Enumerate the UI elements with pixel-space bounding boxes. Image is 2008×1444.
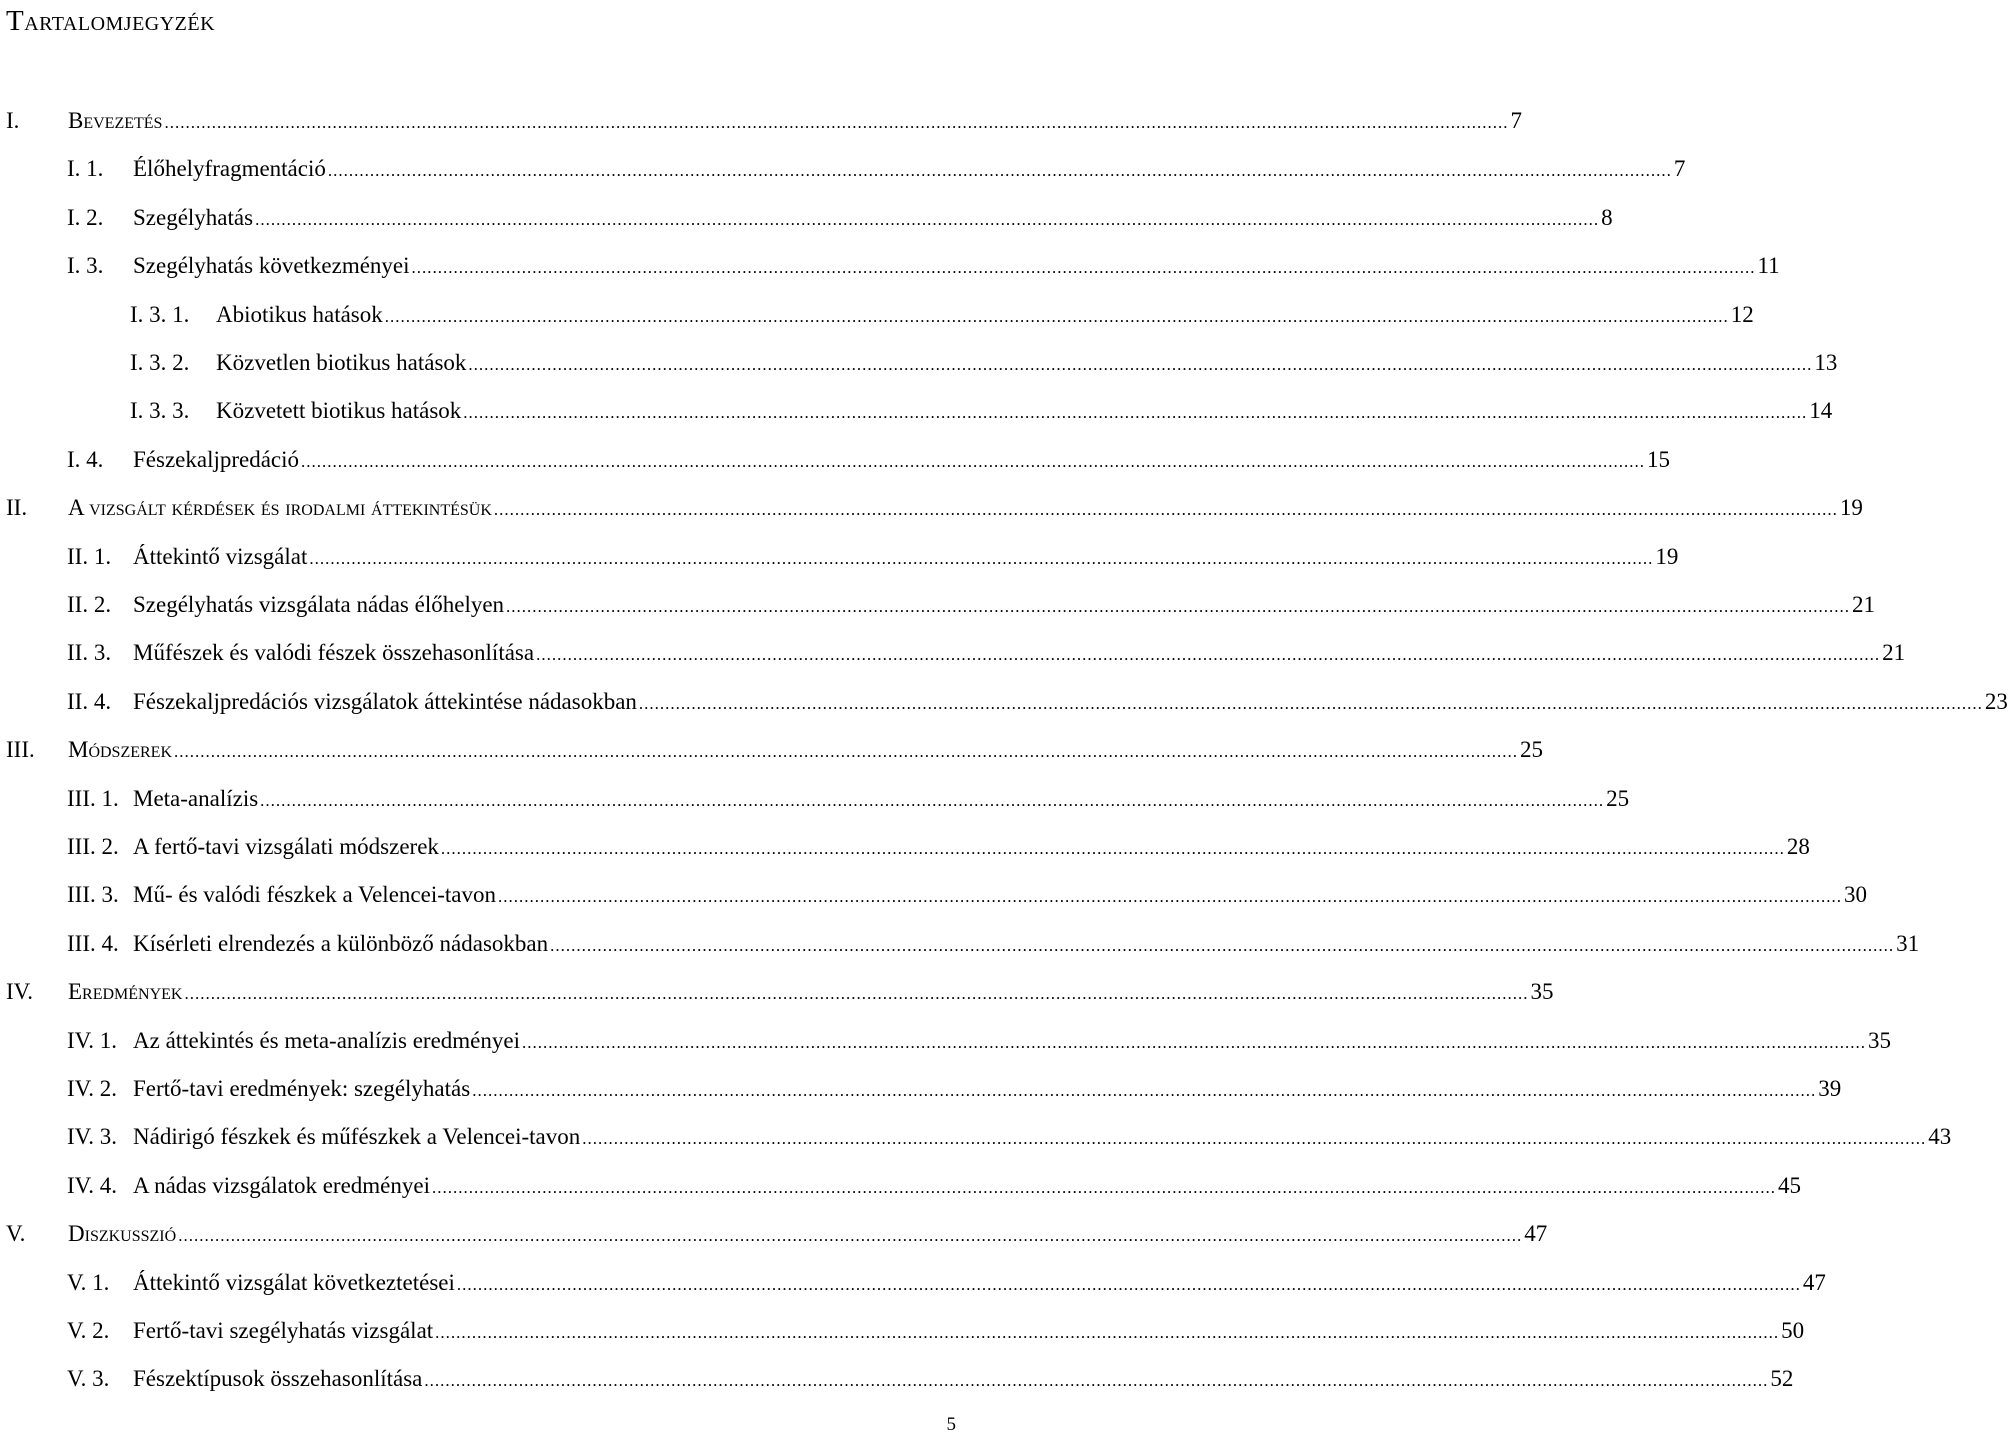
toc-entry-page: 50 bbox=[1781, 1318, 1805, 1343]
toc-entry-number: I. 3. 3. bbox=[130, 398, 190, 424]
toc-entry-number: I. 3. 2. bbox=[130, 350, 190, 375]
toc-entry-title: Abiotikus hatások bbox=[216, 301, 383, 327]
toc-leader-dots bbox=[494, 490, 1838, 530]
toc-entry-number: I. 3. bbox=[67, 253, 104, 279]
toc-leader-dots bbox=[385, 297, 1729, 337]
toc-entry-title: Fertő-tavi szegélyhatás vizsgálat bbox=[133, 1318, 434, 1343]
toc-entry-number: V. 3. bbox=[67, 1366, 110, 1392]
toc-entry-number: I. 1. bbox=[67, 156, 104, 182]
toc-entry-title: Fészekaljpredációs vizsgálatok áttekintése nádasokban bbox=[133, 688, 637, 714]
toc-entry[interactable] bbox=[6, 488, 1863, 528]
toc-entry-number: I. 2. bbox=[67, 204, 104, 230]
toc-entry-title: Meta-analízis bbox=[133, 785, 259, 811]
toc-leader-dots bbox=[412, 248, 1756, 288]
toc-entry[interactable] bbox=[6, 101, 1522, 141]
toc-leader-dots bbox=[309, 539, 1653, 579]
toc-leader-dots bbox=[432, 1168, 1776, 1208]
toc-entry[interactable] bbox=[67, 440, 1671, 480]
toc-entry[interactable] bbox=[67, 585, 1876, 625]
toc-entry-number: I. 3. 1. bbox=[130, 301, 190, 327]
toc-entry-page: 43 bbox=[1928, 1124, 1952, 1150]
toc-entry-title: Szegélyhatás vizsgálata nádas élőhelyen bbox=[133, 592, 505, 617]
toc-entry-title: A vizsgált kérdések és irodalmi áttekintésük bbox=[68, 495, 492, 521]
toc-entry-page: 52 bbox=[1770, 1366, 1794, 1392]
toc-entry[interactable] bbox=[130, 295, 1754, 335]
toc-entry-title: Diszkusszió bbox=[68, 1221, 177, 1247]
toc-entry-number: II. 1. bbox=[67, 543, 112, 569]
toc-entry[interactable] bbox=[6, 972, 1554, 1012]
toc-entry-number: III. 2. bbox=[67, 834, 119, 859]
toc-entry-number: III. 4. bbox=[67, 930, 119, 956]
toc-leader-dots bbox=[441, 829, 1785, 869]
toc-entry-title: A nádas vizsgálatok eredményei bbox=[133, 1172, 430, 1198]
toc-entry-number: I. 4. bbox=[67, 446, 104, 472]
toc-entry-page: 23 bbox=[1984, 688, 2008, 714]
toc-entry-title: Szegélyhatás következményei bbox=[133, 253, 410, 279]
toc-entry-title: Bevezetés bbox=[68, 108, 163, 133]
toc-entry-page: 35 bbox=[1530, 979, 1554, 1005]
toc-entry-page: 35 bbox=[1868, 1027, 1891, 1053]
toc-entry-page: 39 bbox=[1818, 1076, 1842, 1101]
toc-entry[interactable] bbox=[67, 1166, 1801, 1206]
toc-leader-dots bbox=[536, 635, 1880, 675]
toc-leader-dots bbox=[328, 151, 1672, 191]
toc-entry-number: II. 2. bbox=[67, 592, 112, 617]
toc-entry-page: 19 bbox=[1655, 543, 1679, 569]
toc-entry-page: 25 bbox=[1520, 737, 1544, 763]
toc-entry-title: Közvetett biotikus hatások bbox=[216, 398, 462, 424]
toc-leader-dots bbox=[639, 684, 1983, 724]
toc-leader-dots bbox=[498, 877, 1842, 917]
toc-leader-dots bbox=[164, 103, 1508, 143]
toc-entry[interactable] bbox=[6, 730, 1544, 770]
toc-entry-title: A fertő-tavi vizsgálati módszerek bbox=[133, 834, 439, 859]
toc-leader-dots bbox=[506, 587, 1850, 627]
toc-entry[interactable] bbox=[6, 1214, 1548, 1254]
toc-leader-dots bbox=[174, 732, 1518, 772]
toc-entry-page: 7 bbox=[1673, 156, 1686, 182]
toc-entry-page: 47 bbox=[1802, 1269, 1826, 1295]
toc-entry[interactable] bbox=[67, 246, 1780, 286]
toc-entry-title: Mű- és valódi fészkek a Velencei-tavon bbox=[133, 882, 496, 908]
toc-entry-title: Módszerek bbox=[68, 737, 173, 763]
toc-entry[interactable] bbox=[67, 779, 1630, 819]
toc-leader-dots bbox=[260, 781, 1604, 821]
toc-entry-title: Áttekintő vizsgálat bbox=[133, 543, 308, 569]
toc-entry-page: 14 bbox=[1809, 398, 1833, 424]
toc-entry-page: 21 bbox=[1852, 592, 1876, 617]
toc-entry[interactable] bbox=[67, 875, 1867, 915]
toc-leader-dots bbox=[301, 442, 1645, 482]
toc-entry-title: Nádirigó fészkek és műfészkek a Velencei-tavon bbox=[133, 1124, 581, 1150]
page-number: 5 bbox=[946, 1414, 956, 1435]
toc-entry[interactable] bbox=[67, 1311, 1805, 1351]
toc-entry-title: Élőhelyfragmentáció bbox=[133, 156, 326, 182]
toc-entry-number: I. bbox=[6, 108, 20, 133]
toc-entry[interactable] bbox=[67, 924, 1920, 964]
toc-leader-dots bbox=[457, 1265, 1801, 1305]
toc-leader-dots bbox=[582, 1119, 1926, 1159]
toc-entry-title: Fertő-tavi eredmények: szegélyhatás bbox=[133, 1076, 471, 1101]
toc-entry-title: Fészekaljpredáció bbox=[133, 446, 300, 472]
toc-entry[interactable] bbox=[67, 537, 1679, 577]
toc-entry[interactable] bbox=[130, 391, 1833, 431]
toc-entry-page: 28 bbox=[1786, 834, 1810, 859]
toc-entry-title: Eredmények bbox=[68, 979, 183, 1005]
toc-entry-page: 31 bbox=[1896, 930, 1920, 956]
toc-leader-dots bbox=[463, 393, 1807, 433]
toc-leader-dots bbox=[424, 1361, 1768, 1401]
page-title: Tartalomjegyzék bbox=[6, 5, 216, 37]
toc-entry-page: 19 bbox=[1839, 495, 1863, 521]
toc-leader-dots bbox=[185, 974, 1529, 1014]
toc-entry-title: Szegélyhatás bbox=[133, 204, 254, 230]
toc-entry-page: 25 bbox=[1606, 785, 1630, 811]
toc-entry[interactable] bbox=[67, 827, 1810, 867]
toc-entry[interactable] bbox=[67, 1021, 1891, 1061]
toc-entry[interactable] bbox=[67, 633, 1906, 673]
toc-entry-page: 11 bbox=[1757, 253, 1780, 279]
toc-entry-page: 45 bbox=[1777, 1172, 1801, 1198]
toc-entry-number: III. bbox=[6, 737, 35, 763]
toc-entry-page: 21 bbox=[1882, 640, 1906, 666]
toc-entry-title: Közvetlen biotikus hatások bbox=[216, 350, 467, 375]
toc-entry-number: IV. 2. bbox=[67, 1076, 118, 1101]
toc-entry-number: V. 2. bbox=[67, 1318, 110, 1343]
toc-entry-number: II. bbox=[6, 495, 28, 521]
toc-entry-number: IV. 4. bbox=[67, 1172, 118, 1198]
toc-entry-number: III. 3. bbox=[67, 882, 119, 908]
toc-entry-title: Fészektípusok összehasonlítása bbox=[133, 1366, 423, 1392]
toc-entry-number: II. 3. bbox=[67, 640, 112, 666]
toc-entry[interactable] bbox=[67, 682, 2008, 722]
toc-entry-number: II. 4. bbox=[67, 688, 112, 714]
toc-entry-page: 7 bbox=[1510, 108, 1522, 133]
toc-entry-number: V. 1. bbox=[67, 1269, 110, 1295]
toc-entry-title: Áttekintő vizsgálat következtetései bbox=[133, 1269, 455, 1295]
toc-leader-dots bbox=[178, 1216, 1522, 1256]
toc-entry-number: IV. 3. bbox=[67, 1124, 118, 1150]
toc-leader-dots bbox=[468, 345, 1812, 385]
toc-entry-number: IV. bbox=[6, 979, 34, 1005]
toc-entry-page: 8 bbox=[1601, 204, 1613, 230]
toc-leader-dots bbox=[550, 926, 1894, 966]
toc-entry-page: 12 bbox=[1730, 301, 1754, 327]
toc-entry-number: IV. 1. bbox=[67, 1027, 118, 1053]
toc-entry[interactable] bbox=[67, 149, 1686, 189]
toc-entry[interactable] bbox=[67, 198, 1613, 238]
toc-entry-title: Kísérleti elrendezés a különböző nádasokban bbox=[133, 930, 549, 956]
toc-entry-page: 47 bbox=[1524, 1221, 1548, 1247]
toc-entry-title: Műfészek és valódi fészek összehasonlítása bbox=[133, 640, 535, 666]
toc-entry-page: 15 bbox=[1647, 446, 1671, 472]
toc-entry-page: 13 bbox=[1814, 350, 1838, 375]
toc-leader-dots bbox=[255, 200, 1599, 240]
toc-entry-number: III. 1. bbox=[67, 785, 119, 811]
toc-entry[interactable] bbox=[130, 343, 1838, 383]
toc-leader-dots bbox=[472, 1071, 1816, 1111]
toc-entry[interactable] bbox=[67, 1117, 1952, 1157]
toc-entry[interactable] bbox=[67, 1069, 1842, 1109]
toc-entry-title: Az áttekintés és meta-analízis eredményei bbox=[133, 1027, 520, 1053]
toc-leader-dots bbox=[522, 1023, 1866, 1063]
toc-entry-page: 30 bbox=[1843, 882, 1867, 908]
toc-leader-dots bbox=[435, 1313, 1779, 1353]
toc-entry-number: V. bbox=[6, 1221, 26, 1247]
toc-entry[interactable] bbox=[67, 1359, 1794, 1399]
toc-entry[interactable] bbox=[67, 1263, 1826, 1303]
